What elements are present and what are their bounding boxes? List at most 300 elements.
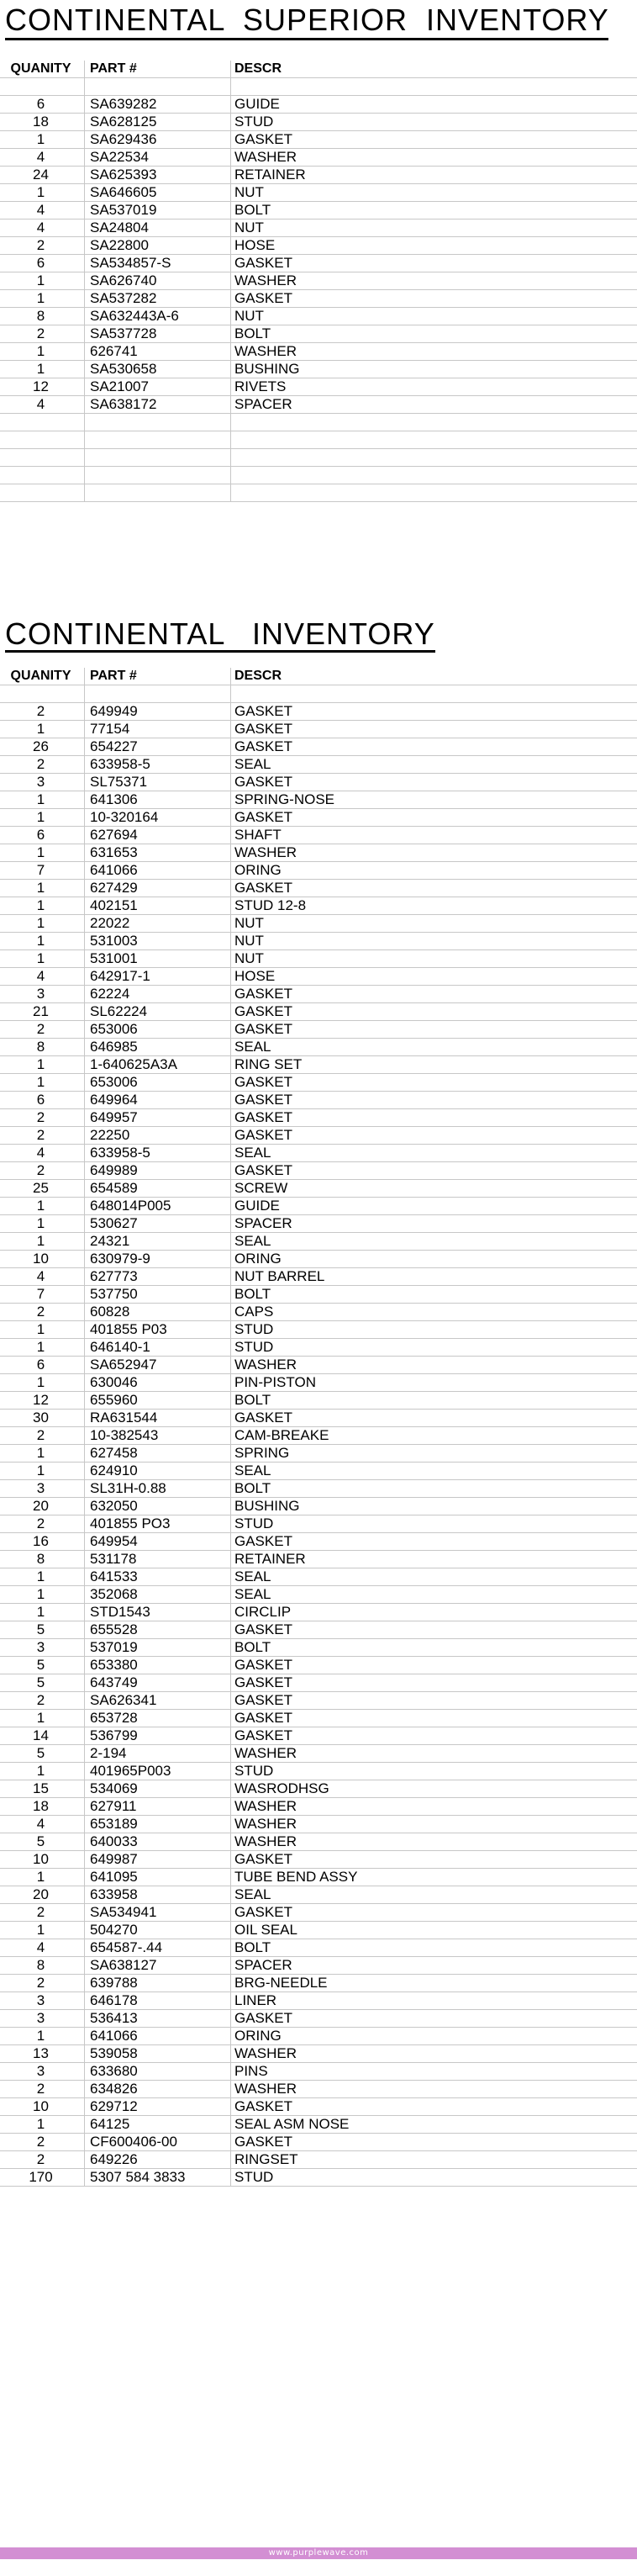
table-row [0,791,637,809]
table-row [0,149,637,167]
part-number-cell: 10-320164 [90,809,159,825]
description-cell: WASHER [234,343,297,359]
description-cell: STUD [234,114,274,130]
quantity-cell: 1 [36,897,45,913]
part-number-cell: 536413 [90,2010,138,2026]
description-cell: SEAL [234,756,271,772]
part-number-cell: 653006 [90,1074,138,1090]
table-row [0,96,637,114]
table-row [0,1833,637,1851]
description-cell: GASKET [234,131,292,147]
table-row [0,396,637,414]
description-cell: SEAL [234,1463,271,1478]
description-cell: GASKET [234,1904,292,1920]
quantity-cell: 1 [36,933,45,949]
description-cell: SPACER [234,396,292,412]
part-number-cell: 653006 [90,1021,138,1037]
description-cell: GASKET [234,738,292,754]
part-number-cell: CF600406-00 [90,2134,177,2150]
quantity-cell: 4 [36,396,45,412]
table-row [0,1233,637,1251]
quantity-cell: 4 [36,1268,45,1284]
table-row [0,343,637,361]
empty-row [0,449,637,467]
quantity-cell: 1 [36,1586,45,1602]
part-number-cell: SA628125 [90,114,157,130]
column-divider [230,61,231,502]
description-cell: GASKET [234,1674,292,1690]
part-number-cell: 632050 [90,1498,138,1514]
table-row [0,1922,637,1939]
table-row [0,1710,637,1727]
part-number-cell: 639788 [90,1975,138,1991]
table-row [0,897,637,915]
part-number-cell: 627694 [90,827,138,843]
description-cell: GASKET [234,1692,292,1708]
table-row [0,1568,637,1586]
quantity-cell: 14 [33,1727,49,1743]
description-cell: SEAL [234,1886,271,1902]
quantity-cell: 1 [36,791,45,807]
quantity-cell: 1 [36,809,45,825]
quantity-cell: 1 [36,343,45,359]
quantity-cell: 1 [36,915,45,931]
table-row [0,114,637,131]
table-row [0,756,637,774]
part-number-cell: 633958-5 [90,1145,150,1161]
quantity-cell: 4 [36,1816,45,1832]
column-divider [84,61,85,502]
empty-row [0,484,637,502]
part-number-cell: 641066 [90,2028,138,2044]
description-cell: GASKET [234,1710,292,1726]
empty-row [0,78,637,96]
part-number-cell: 627773 [90,1268,138,1284]
part-number-cell: 1-640625A3A [90,1056,177,1072]
quantity-cell: 20 [33,1886,49,1902]
quantity-cell: 2 [36,1109,45,1125]
quantity-cell: 2 [36,2151,45,2167]
table-row [0,237,637,255]
part-number-cell: SA652947 [90,1357,157,1373]
title-underline [5,650,435,653]
quantity-cell: 1 [36,1198,45,1214]
table-row [0,1215,637,1233]
table-row [0,1551,637,1568]
description-cell: WASHER [234,1745,297,1761]
quantity-cell: 1 [36,880,45,896]
description-cell: RETAINER [234,1551,306,1567]
part-number-cell: 627429 [90,880,138,896]
quantity-cell: 15 [33,1780,49,1796]
part-number-cell: SL75371 [90,774,148,790]
description-cell: SEAL [234,1145,271,1161]
description-cell: STUD [234,2169,274,2185]
table-row [0,774,637,791]
table-row [0,1092,637,1109]
quantity-cell: 5 [36,1745,45,1761]
description-cell: RING SET [234,1056,303,1072]
description-cell: NUT [234,184,264,200]
part-number-cell: 536799 [90,1727,138,1743]
table-row [0,880,637,897]
description-cell: HOSE [234,968,276,984]
section-title: CONTINENTAL INVENTORY [5,616,435,651]
quantity-cell: 3 [36,2010,45,2026]
table-row [0,202,637,220]
description-cell: STUD [234,1763,274,1779]
description-cell: WASHER [234,1833,297,1849]
description-cell: NUT [234,220,264,235]
table-row [0,1039,637,1056]
description-cell: WASHER [234,149,297,165]
table-row [0,1763,637,1780]
part-number-cell: 629712 [90,2098,138,2114]
description-cell: SPRING-NOSE [234,791,335,807]
description-cell: GASKET [234,1851,292,1867]
description-cell: GASKET [234,2010,292,2026]
quantity-cell: 1 [36,1568,45,1584]
quantity-cell: 1 [36,272,45,288]
part-number-cell: 649226 [90,2151,138,2167]
header-quantity: QUANITY [10,669,71,683]
description-cell: RINGSET [234,2151,298,2167]
part-number-cell: 640033 [90,1833,138,1849]
quantity-cell: 3 [36,1992,45,2008]
quantity-cell: 5 [36,1621,45,1637]
quantity-cell: 2 [36,1427,45,1443]
description-cell: ORING [234,2028,282,2044]
part-number-cell: SA534857-S [90,255,171,271]
description-cell: BOLT [234,1639,271,1655]
description-cell: PIN-PISTON [234,1374,316,1390]
description-cell: WASHER [234,2081,297,2097]
quantity-cell: 2 [36,237,45,253]
part-number-cell: 641533 [90,1568,138,1584]
description-cell: WASHER [234,2045,297,2061]
description-cell: BUSHING [234,361,300,377]
table-row [0,2134,637,2151]
quantity-cell: 2 [36,1975,45,1991]
part-number-cell: SA625393 [90,167,157,182]
part-number-cell: 401965P003 [90,1763,171,1779]
table-row [0,1410,637,1427]
quantity-cell: 2 [36,1127,45,1143]
part-number-cell: 646140-1 [90,1339,150,1355]
part-number-cell: 531003 [90,933,138,949]
quantity-cell: 3 [36,774,45,790]
part-number-cell: STD1543 [90,1604,150,1620]
table-row [0,1745,637,1763]
description-cell: SHAFT [234,827,282,843]
table-row [0,184,637,202]
part-number-cell: 401855 PO3 [90,1515,171,1531]
table-row [0,1692,637,1710]
empty-row [0,685,637,703]
description-cell: NUT [234,950,264,966]
description-cell: WASRODHSG [234,1780,329,1796]
quantity-cell: 18 [33,114,49,130]
description-cell: GASKET [234,1410,292,1426]
part-number-cell: SA22534 [90,149,149,165]
quantity-cell: 8 [36,1551,45,1567]
description-cell: OIL SEAL [234,1922,297,1938]
quantity-cell: 25 [33,1180,49,1196]
quantity-cell: 6 [36,827,45,843]
table-row [0,1586,637,1604]
table-row [0,2098,637,2116]
part-number-cell: SA626740 [90,272,157,288]
description-cell: GASKET [234,2134,292,2150]
table-row [0,2169,637,2187]
quantity-cell: 13 [33,2045,49,2061]
description-cell: GASKET [234,774,292,790]
part-number-cell: SA21007 [90,378,149,394]
part-number-cell: SA537282 [90,290,157,306]
part-number-cell: 401855 P03 [90,1321,167,1337]
table-row [0,950,637,968]
quantity-cell: 1 [36,721,45,737]
quantity-cell: 1 [36,1763,45,1779]
quantity-cell: 5 [36,1833,45,1849]
table-row [0,1816,637,1833]
quantity-cell: 21 [33,1003,49,1019]
quantity-cell: 8 [36,308,45,324]
quantity-cell: 1 [36,1321,45,1337]
description-cell: BOLT [234,202,271,218]
quantity-cell: 7 [36,862,45,878]
part-number-cell: 530627 [90,1215,138,1231]
table-row [0,1975,637,1992]
part-number-cell: SA639282 [90,96,157,112]
part-number-cell: 641306 [90,791,138,807]
quantity-cell: 2 [36,1692,45,1708]
quantity-cell: 8 [36,1039,45,1055]
quantity-cell: 1 [36,361,45,377]
part-number-cell: 653728 [90,1710,138,1726]
header-description: DESCR [234,61,282,76]
description-cell: CAPS [234,1304,274,1320]
section-title: CONTINENTAL SUPERIOR INVENTORY [5,3,609,37]
part-number-cell: 646178 [90,1992,138,2008]
quantity-cell: 26 [33,738,49,754]
table-row [0,272,637,290]
description-cell: STUD [234,1321,274,1337]
empty-row [0,431,637,449]
table-row [0,1021,637,1039]
part-number-cell: 642917-1 [90,968,150,984]
part-number-cell: 654227 [90,738,138,754]
description-cell: STUD [234,1339,274,1355]
description-cell: SCREW [234,1180,288,1196]
table-row [0,933,637,950]
quantity-cell: 6 [36,255,45,271]
quantity-cell: 1 [36,1445,45,1461]
table-row [0,1498,637,1515]
quantity-cell: 2 [36,325,45,341]
description-cell: BOLT [234,1939,271,1955]
table-row [0,1904,637,1922]
part-number-cell: SL62224 [90,1003,148,1019]
part-number-cell: SA24804 [90,220,149,235]
description-cell: NUT BARREL [234,1268,325,1284]
quantity-cell: 4 [36,1145,45,1161]
quantity-cell: 10 [33,1251,49,1267]
quantity-cell: 1 [36,1604,45,1620]
description-cell: GASKET [234,703,292,719]
table-row [0,361,637,378]
part-number-cell: 62224 [90,986,130,1002]
part-number-cell: 633958-5 [90,756,150,772]
part-number-cell: 531001 [90,950,138,966]
part-number-cell: 655960 [90,1392,138,1408]
description-cell: GASKET [234,721,292,737]
table-row [0,1533,637,1551]
inventory-table [0,668,637,2187]
part-number-cell: 64125 [90,2116,130,2132]
table-row [0,1639,637,1657]
part-number-cell: SA629436 [90,131,157,147]
part-number-cell: 630046 [90,1374,138,1390]
quantity-cell: 1 [36,1074,45,1090]
table-row [0,1992,637,2010]
description-cell: GASKET [234,1092,292,1108]
table-row [0,1657,637,1674]
table-row [0,1268,637,1286]
part-number-cell: SA646605 [90,184,157,200]
part-number-cell: 641066 [90,862,138,878]
table-row [0,1886,637,1904]
part-number-cell: 534069 [90,1780,138,1796]
table-row [0,378,637,396]
description-cell: ORING [234,862,282,878]
quantity-cell: 2 [36,2134,45,2150]
description-cell: GASKET [234,1127,292,1143]
table-row [0,220,637,237]
description-cell: SEAL ASM NOSE [234,2116,350,2132]
description-cell: SPACER [234,1957,292,1973]
description-cell: WASHER [234,1357,297,1373]
part-number-cell: 631653 [90,844,138,860]
part-number-cell: 643749 [90,1674,138,1690]
description-cell: GUIDE [234,96,280,112]
table-row [0,1127,637,1145]
quantity-cell: 170 [29,2169,53,2185]
description-cell: WASHER [234,1798,297,1814]
part-number-cell: SA638127 [90,1957,157,1973]
table-row [0,1339,637,1357]
description-cell: STUD [234,1515,274,1531]
part-number-cell: 24321 [90,1233,130,1249]
part-number-cell: 60828 [90,1304,130,1320]
description-cell: BOLT [234,1286,271,1302]
description-cell: SEAL [234,1039,271,1055]
table-row [0,2010,637,2028]
description-cell: GASKET [234,290,292,306]
table-row [0,1003,637,1021]
table-row [0,308,637,325]
description-cell: GASKET [234,1162,292,1178]
description-cell: RIVETS [234,378,287,394]
description-cell: SPACER [234,1215,292,1231]
description-cell: SEAL [234,1586,271,1602]
part-number-cell: 649954 [90,1533,138,1549]
table-row [0,167,637,184]
table-row [0,1674,637,1692]
description-cell: GASKET [234,1657,292,1673]
part-number-cell: SA22800 [90,237,149,253]
quantity-cell: 4 [36,968,45,984]
table-header [0,668,637,685]
table-row [0,1321,637,1339]
table-row [0,1480,637,1498]
part-number-cell: 626741 [90,343,138,359]
part-number-cell: SA537019 [90,202,157,218]
empty-row [0,467,637,484]
table-row [0,1727,637,1745]
quantity-cell: 1 [36,844,45,860]
quantity-cell: 2 [36,2081,45,2097]
part-number-cell: 539058 [90,2045,138,2061]
description-cell: GASKET [234,986,292,1002]
quantity-cell: 1 [36,184,45,200]
table-row [0,2116,637,2134]
table-row [0,1374,637,1392]
quantity-cell: 10 [33,2098,49,2114]
description-cell: NUT [234,308,264,324]
description-cell: NUT [234,933,264,949]
table-row [0,1957,637,1975]
part-number-cell: SA530658 [90,361,157,377]
description-cell: GASKET [234,1727,292,1743]
description-cell: GASKET [234,1621,292,1637]
quantity-cell: 2 [36,1304,45,1320]
part-number-cell: 627458 [90,1445,138,1461]
part-number-cell: 633680 [90,2063,138,2079]
description-cell: CIRCLIP [234,1604,292,1620]
description-cell: CAM-BREAKE [234,1427,329,1443]
table-row [0,915,637,933]
description-cell: GASKET [234,1003,292,1019]
quantity-cell: 6 [36,96,45,112]
part-number-cell: 649949 [90,703,138,719]
part-number-cell: SA632443A-6 [90,308,179,324]
quantity-cell: 12 [33,378,49,394]
quantity-cell: 2 [36,1162,45,1178]
quantity-cell: 1 [36,1710,45,1726]
part-number-cell: 630979-9 [90,1251,150,1267]
part-number-cell: 2-194 [90,1745,127,1761]
table-row [0,1515,637,1533]
quantity-cell: 4 [36,220,45,235]
table-header [0,61,637,78]
part-number-cell: 646985 [90,1039,138,1055]
table-row [0,1145,637,1162]
quantity-cell: 10 [33,1851,49,1867]
part-number-cell: SA534941 [90,1904,157,1920]
table-row [0,1869,637,1886]
quantity-cell: 2 [36,703,45,719]
part-number-cell: 648014P005 [90,1198,171,1214]
table-row [0,1109,637,1127]
part-number-cell: 624910 [90,1463,138,1478]
table-row [0,1604,637,1621]
part-number-cell: 504270 [90,1922,138,1938]
part-number-cell: 641095 [90,1869,138,1885]
description-cell: GASKET [234,1074,292,1090]
header-part-number: PART # [90,61,137,76]
table-row [0,738,637,756]
